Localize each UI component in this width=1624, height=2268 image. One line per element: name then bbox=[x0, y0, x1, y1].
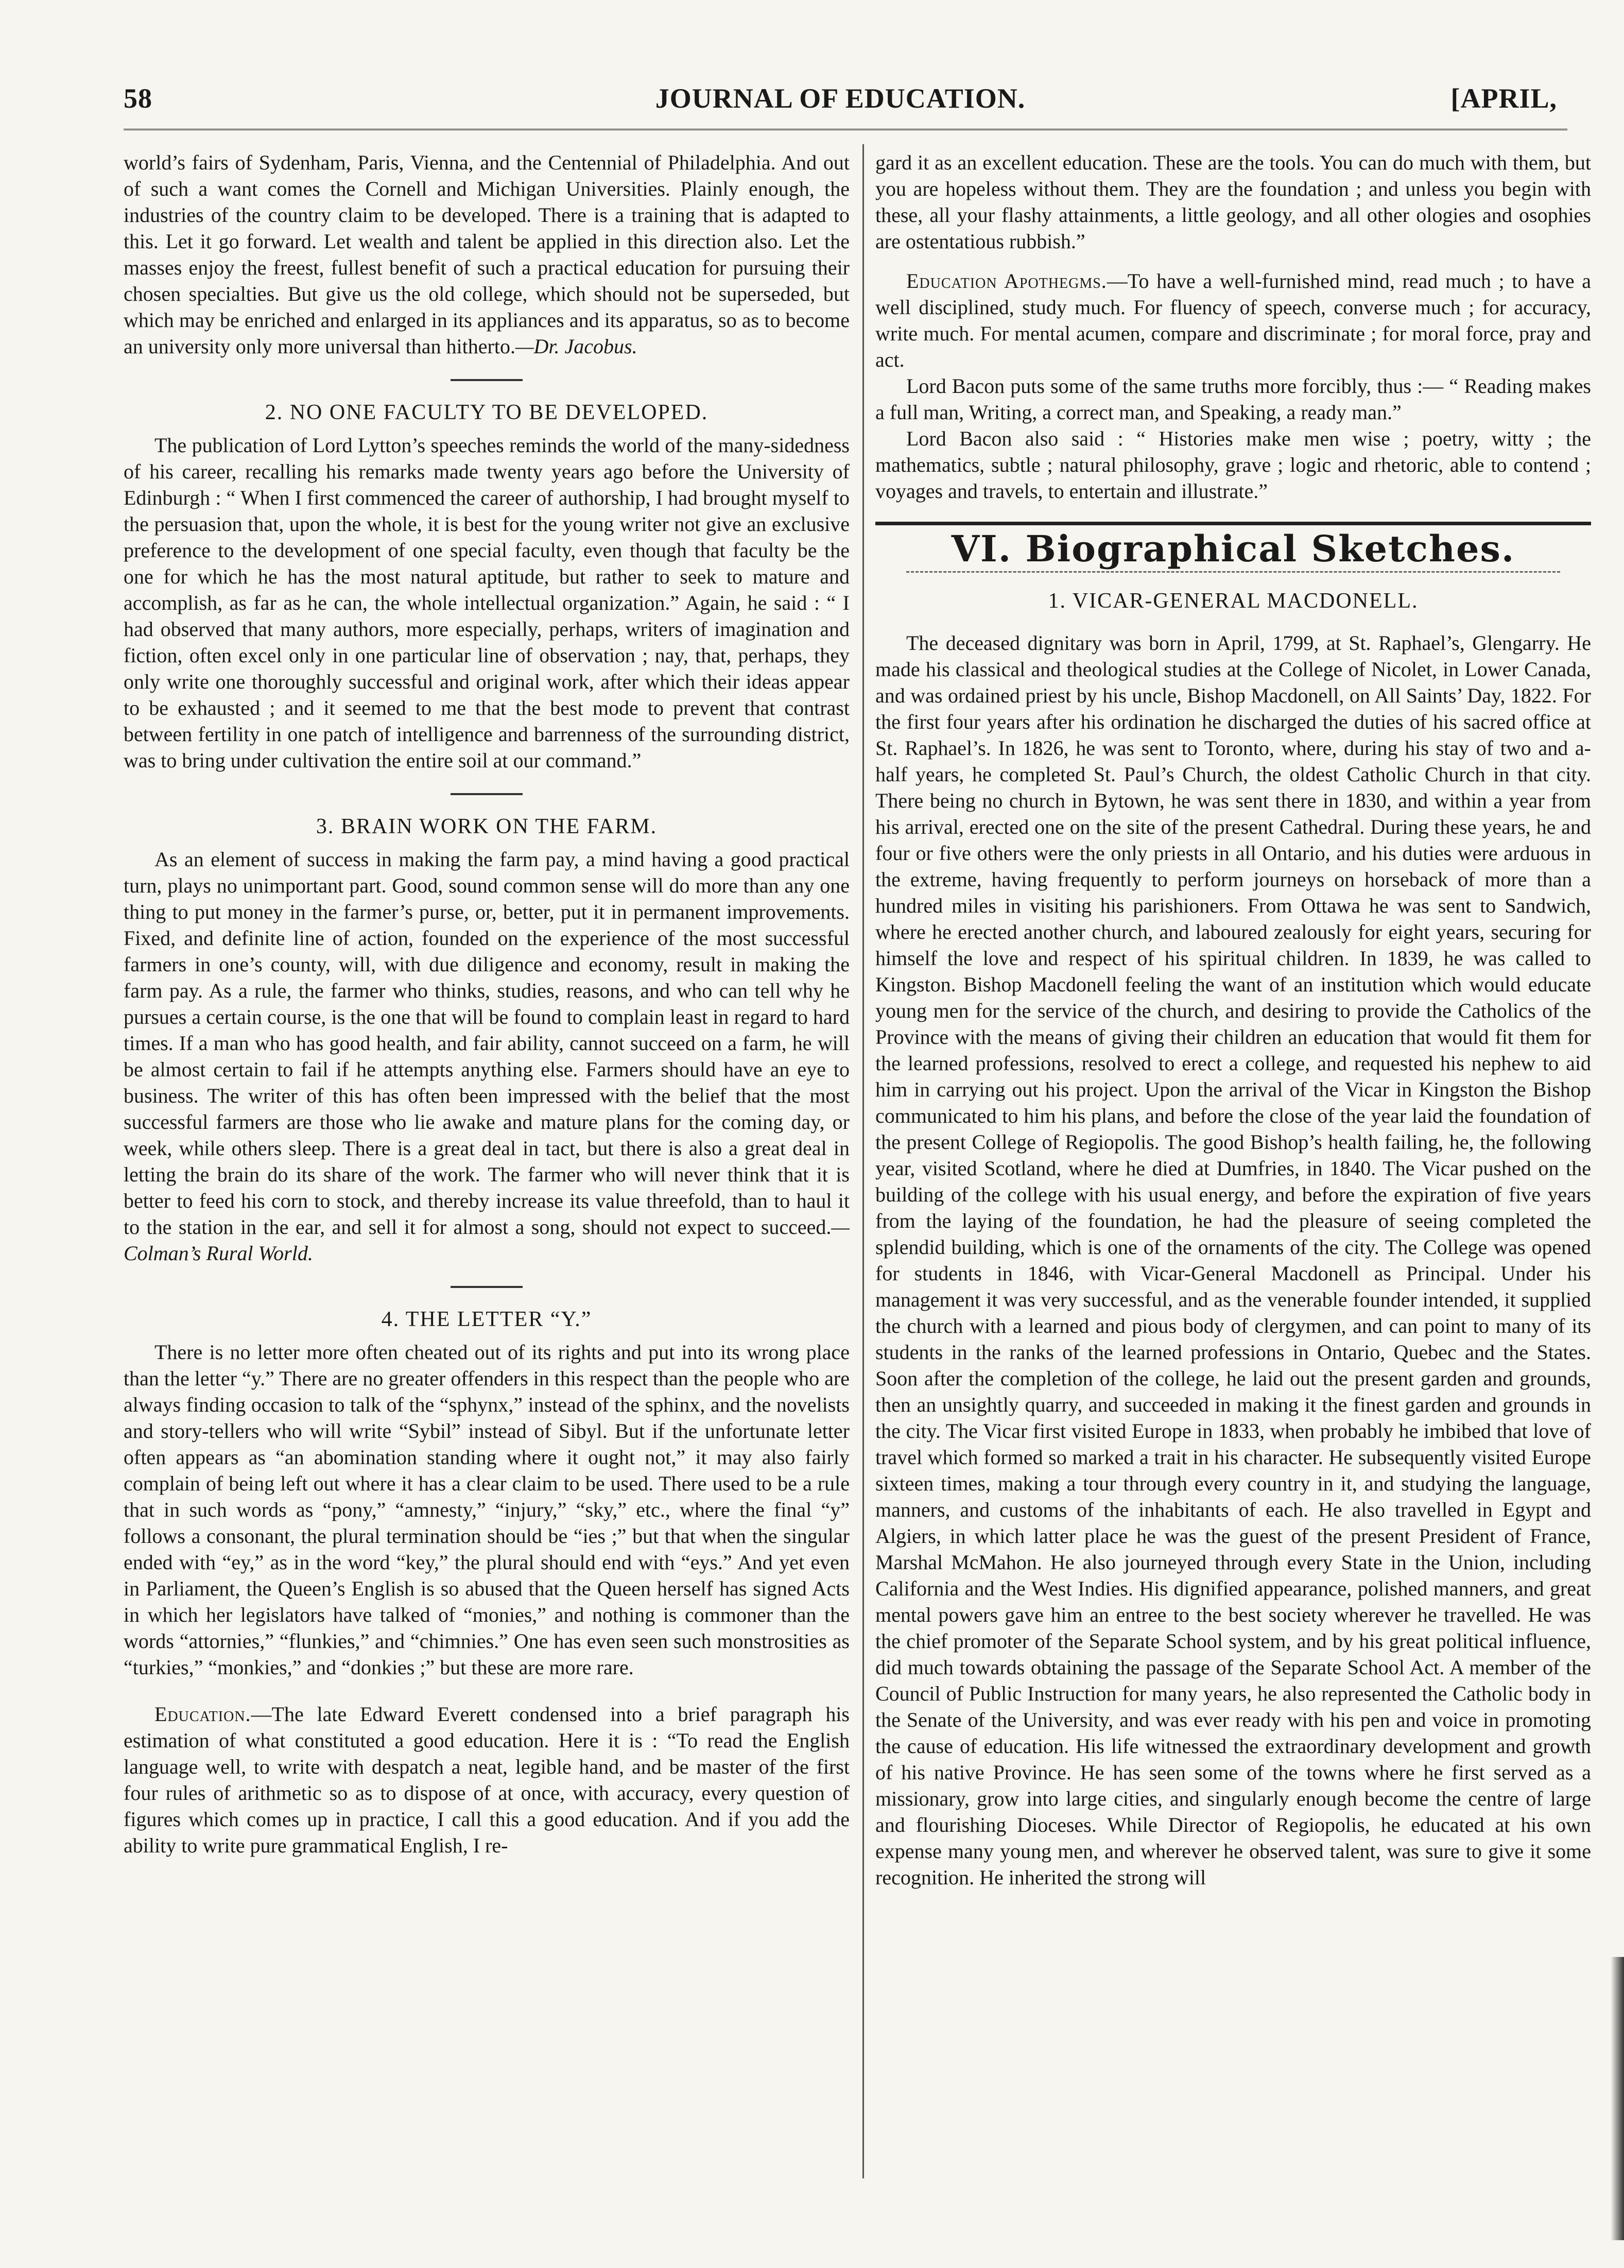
apothegms-label: Education Apothegms. bbox=[906, 269, 1107, 293]
section-3-source: —Colman’s Rural World. bbox=[124, 1215, 850, 1265]
left-column bbox=[124, 149, 850, 1859]
page-edge-shadow bbox=[1611, 1957, 1624, 2240]
bacon-paragraph-2: Lord Bacon also said : “ Histories make men wise ; poetry, witty ; the mathematics, subtle ; natural philosophy, grave ; logic and rhetoric, able to contend ; voyages and travels, to entertain and illustrate.” bbox=[875, 427, 1591, 503]
section-2-text: The publication of Lord Lytton’s speeches reminds the world of the many-sidedness of his career, recalling his remarks made twenty years ago before the University of Edinburgh : “ When I first commenced the career of authorship, I had brought myself to the persuasion that, upon the whole, it is best for the young writer not give an exclusive preference to the development of one special faculty, even though that faculty be the one for which he has the most natural aptitude, but rather to seek to mature and accomplish, as far as he can, the whole intellectual organization.” Again, he said : “ I had observed that many authors, more especially, perhaps, writers of imagination and fiction, often excel only in one particular line of observation ; nay, that, perhaps, they only write one thoroughly successful and original work, after which their ideas appear to be exhausted ; and it seemed to me that the best mode to prevent that contrast between fertility in one patch of intelligence and barrenness of the surrounding district, was to bring under cultivation the entire soil at our command.” bbox=[124, 434, 850, 772]
section-vi-title: VI. Biographical Sketches. bbox=[951, 527, 1515, 570]
section-separator bbox=[451, 1286, 523, 1288]
intro-source: —Dr. Jacobus. bbox=[515, 335, 637, 358]
page-number: 58 bbox=[124, 83, 152, 114]
right-column bbox=[875, 149, 1591, 1891]
section-rule-thick bbox=[875, 522, 1591, 525]
education-paragraph bbox=[124, 1701, 850, 1859]
education-text: —The late Edward Everett condensed into a brief paragraph his estimation of what constituted a good education. Here it is : “To read the English language well, to write with despatch a neat, legible hand, and be master of the first four rules of arithmetic so as to dispose of at once, with accuracy, every question of figures which comes up in practice, I call this a good education. And if you add the ability to write pure grammatical English, I re- bbox=[124, 1703, 850, 1857]
education-label: Education. bbox=[154, 1703, 251, 1726]
apothegms-text: —To have a well-furnished mind, read much ; to have a well disciplined, study much. For fluency of speech, converse much ; for accuracy, write much. For mental acumen, compare and discriminate ; for moral force, pray and act. bbox=[875, 269, 1591, 371]
section-separator bbox=[451, 379, 523, 381]
continued-paragraph: gard it as an excellent education. These are the tools. You can do much with them, but you are hopeless without them. They are the foundation ; and unless you begin with these, all your flashy attainments, a little geology, and all other ologies and osophies are ostentatious rubbish.” bbox=[875, 151, 1591, 253]
journal-title: JOURNAL OF EDUCATION. bbox=[655, 83, 1026, 114]
section-4-title: 4. THE LETTER “Y.” bbox=[381, 1308, 592, 1331]
ornamental-rule bbox=[906, 571, 1560, 573]
column-divider bbox=[862, 144, 864, 2178]
intro-paragraph bbox=[124, 149, 850, 359]
page-header bbox=[124, 82, 1557, 124]
apothegms-paragraph bbox=[875, 268, 1591, 373]
section-3-paragraph bbox=[124, 846, 850, 1266]
section-4-text: There is no letter more often cheated out of its rights and put into its wrong place than the letter “y.” There are no greater offenders in this respect than the people who are always finding occasion to talk of the “sphynx,” instead of the sphinx, and the novelists and story-tellers who will write “Sybil” instead of Sibyl. But if the unfortunate letter often appears as “an abomination standing where it ought not,” it may also fairly complain of being left out where it has a clear claim to be used. There used to be a rule that in such words as “pony,” “amnesty,” “injury,” “sky,” etc., where the final “y” follows a consonant, the plural termination should be “ies ;” but that when the singular ended with “ey,” as in the word “key,” the plural should end with “eys.” And yet even in Parliament, the Queen’s English is so abused that the Queen herself has signed Acts in which her legislators have talked of “monies,” and nothing is commoner than the words “attornies,” “flunkies,” and “chimnies.” One has even seen such monstrosities as “turkies,” “monkies,” and “donkies ;” but these are more rare. bbox=[124, 1341, 850, 1679]
vicar-general-title: 1. VICAR-GENERAL MACDONELL. bbox=[1048, 589, 1419, 613]
intro-text: world’s fairs of Sydenham, Paris, Vienna, and the Centennial of Philadelphia. And out of such a want comes the Cornell and Michigan Universities. Plainly enough, the industries of the country claim to be developed. There is a training that is adapted to this. Let it go forward. Let wealth and talent be applied in this direction also. Let the masses enjoy the freest, fullest benefit of such a practical education for pursuing their chosen specialties. But give us the old college, which should not be superseded, but which may be enriched and enlarged in its appliances and its apparatus, so as to become an university only more universal than hitherto. bbox=[124, 151, 850, 358]
issue-month: [APRIL, bbox=[1450, 83, 1557, 114]
header-rule bbox=[124, 129, 1567, 130]
biography-text: The deceased dignitary was born in April, 1799, at St. Raphael’s, Glengarry. He made his classical and theological studies at the College of Nicolet, in Lower Canada, and was ordained priest by his uncle, Bishop Macdonell, on All Saints’ Day, 1822. For the first four years after his ordination he discharged the duties of his sacred office at St. Raphael’s. In 1826, he was sent to Toronto, where, during his stay of two and a-half years, he completed St. Paul’s Church, the oldest Catholic Church in that city. There being no church in Bytown, he was sent there in 1830, and within a year from his arrival, erected one on the site of the present Cathedral. During these years, he and four or five others were the only priests in all Ontario, and his duties were arduous in the extreme, having frequently to perform journeys on horseback of more than a hundred miles in visiting his parishioners. From Ottawa he was sent to Sandwich, where he erected another church, and laboured zealously for eight years, securing for himself the love and respect of his spiritual children. In 1839, he was called to Kingston. Bishop Macdonell feeling the want of an institution which would educate young men for the service of the church, and desiring to provide the Catholics of the Province with the means of giving their children an education that would fit them for the learned professions, resolved to erect a college, and requested his nephew to aid him in carrying out his project. Upon the arrival of the Vicar in Kingston the Bishop communicated to him his plans, and before the close of the year laid the foundation of the present College of Regiopolis. The good Bishop’s health failing, he, the following year, visited Scotland, where he died at Dumfries, in 1840. The Vicar pushed on the building of the college with his usual energy, and before the expiration of five years from the laying of the foundation, he had the pleasure of seeing completed the splendid building, which is one of the ornaments of the city. The College was opened for students in 1846, with Vicar-General Macdonell as Principal. Under his management it was very successful, and as the venerable founder intended, it supplied the church with a learned and pious body of clergymen, and can point to many of its students in the ranks of the learned professions in Ontario, Quebec and the States. Soon after the completion of the college, he laid out the present garden and grounds, then an unsightly quarry, and succeeded in making it the finest garden and grounds in the city. The Vicar first visited Europe in 1833, when probably he imbibed that love of travel which formed so marked a trait in his character. He subsequently visited Europe sixteen times, making a tour through every country in it, and studying the language, manners, and customs of the inhabitants of each. He also travelled in Egypt and Algiers, in which latter place he was the guest of the present President of France, Marshal McMahon. He also journeyed through every State in the Union, including California and the West Indies. His dignified appearance, polished manners, and great mental powers gave him an entree to the best society wherever he travelled. He was the chief promoter of the Separate School system, and by his great political influence, did much towards obtaining the passage of the Separate School Act. A member of the Council of Public Instruction for many years, he also represented the Catholic body in the Senate of the University, and was ever ready with his pen and voice in promoting the cause of education. His life witnessed the extraordinary development and growth of his native Province. He has seen some of the towns where he first served as a missionary, grow into large cities, and singularly enough become the centre of large and flourishing Dioceses. While Director of Regiopolis, he educated at his own expense many young men, and wherever he observed talent, was sure to give it some recognition. He inherited the strong will bbox=[875, 631, 1591, 1889]
section-separator bbox=[451, 793, 523, 795]
section-3-title: 3. BRAIN WORK ON THE FARM. bbox=[316, 815, 658, 838]
bacon-paragraph-1: Lord Bacon puts some of the same truths more forcibly, thus :— “ Reading makes a full man, Writing, a correct man, and Speaking, a ready man.” bbox=[875, 374, 1591, 424]
section-3-text: As an element of success in making the farm pay, a mind having a good practical turn, plays no unimportant part. Good, sound common sense will do more than any one thing to put money in the farmer’s purse, or, better, put it in permanent improvements. Fixed, and definite line of action, founded on the experience of the most successful farmers in one’s county, will, with due diligence and economy, result in making the farm pay. As a rule, the farmer who thinks, studies, reasons, and who can tell why he pursues a certain course, is the one that will be found to complain least in regard to hard times. If a man who has good health, and fair ability, cannot succeed on a farm, he will be almost certain to fail if he attempts anything else. Farmers should have an eye to business. The writer of this has often been impressed with the belief that the most successful farmers are those who lie awake and mature plans for the coming day, or week, while others sleep. There is a great deal in tact, but there is also a great deal in letting the brain do its share of the work. The farmer who will never think that it is better to feed his corn to stock, and thereby increase its value threefold, than to haul it to the station in the ear, and sell it for almost a song, should not expect to succeed. bbox=[124, 848, 850, 1239]
section-2-title: 2. NO ONE FACULTY TO BE DEVELOPED. bbox=[265, 401, 709, 424]
